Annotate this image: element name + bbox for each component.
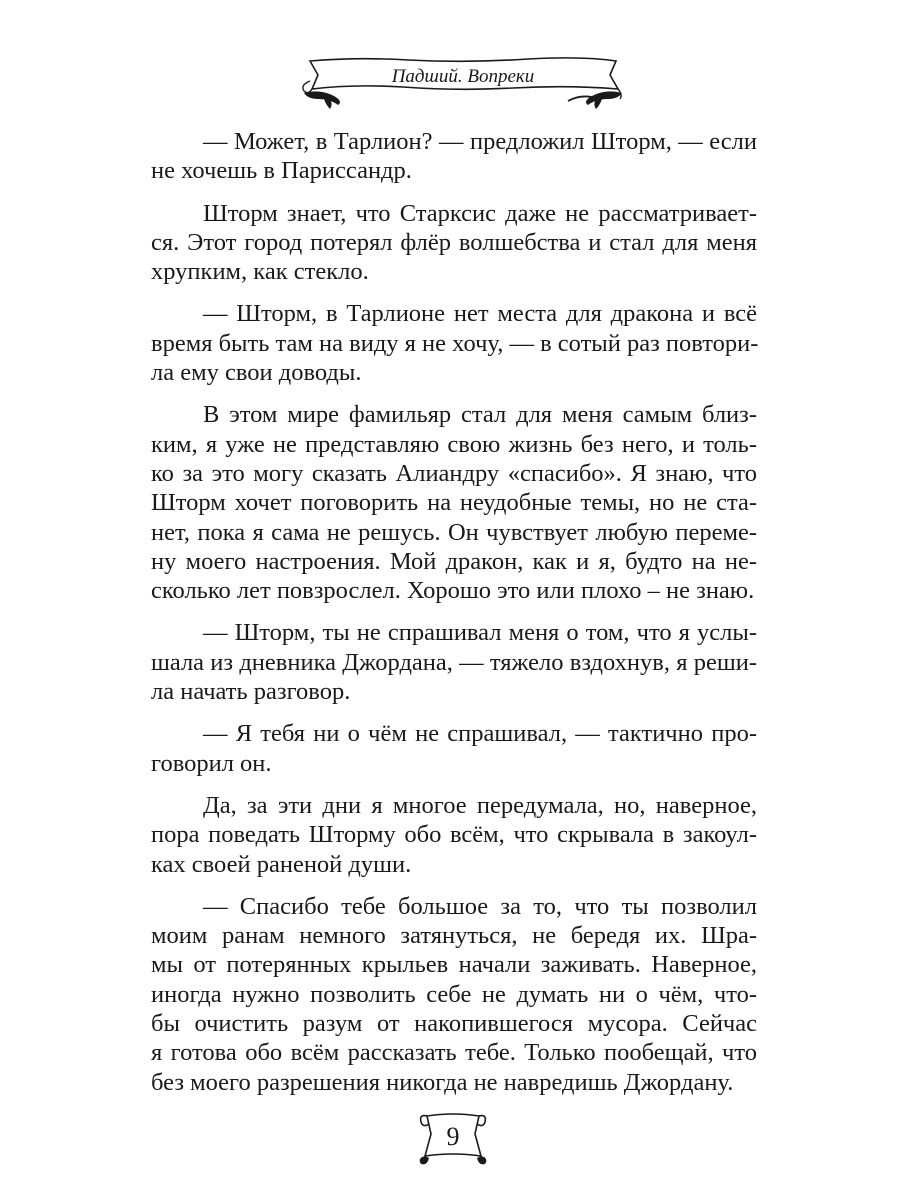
header-title: Падший. Вопреки: [391, 66, 535, 87]
text-line: говорил он.: [151, 749, 272, 777]
text-line: ла ему свои доводы.: [151, 359, 362, 387]
text-line: ну моего настроения. Мой дракон, как и я, будто на не-: [151, 547, 757, 575]
text-line: Шторм хочет поговорить на неудобные темы, но не ста-: [151, 489, 757, 517]
text-line: Да, за эти дни я многое передумала, но, наверное,: [203, 791, 757, 819]
paragraph: [151, 892, 757, 1097]
text-line: Шторм знает, что Старксис даже не рассматривает-: [203, 199, 757, 227]
paragraph: [151, 618, 757, 706]
text-line: я готова обо всём рассказать тебе. Только пообещай, что: [151, 1039, 757, 1067]
paragraph: [151, 791, 757, 879]
page-footer: [413, 1108, 493, 1168]
text-line: время быть там на виду я не хочу, — в сотый раз повтори-: [151, 329, 759, 357]
text-line: моим ранам немного затянуться, не бередя их. Шра-: [151, 922, 757, 950]
text-line: ся. Этот город потерял флёр волшебства и стал для меня: [151, 228, 757, 256]
text-line: без моего разрешения никогда не навредишь Джордану.: [151, 1068, 734, 1096]
page-body-text: [151, 127, 757, 1110]
paragraph: [151, 299, 757, 387]
text-line: хрупким, как стекло.: [151, 258, 369, 286]
running-header: [298, 55, 628, 115]
text-line: — Может, в Тарлион? — предложил Шторм, — если: [203, 128, 757, 155]
paragraph: [151, 400, 757, 605]
text-line: — Шторм, в Тарлионе нет места для дракона и всё: [203, 300, 757, 328]
text-line: — Спасибо тебе большое за то, что ты позволил: [203, 892, 757, 920]
paragraph: [151, 719, 757, 778]
text-line: иногда нужно позволить себе не думать ни о чём, что-: [151, 980, 757, 1008]
text-line: ко за это могу сказать Алиандру «спасибо». Я знаю, что: [151, 459, 757, 487]
text-line: — Я тебя ни о чём не спрашивал, — тактично про-: [203, 720, 757, 748]
text-line: ках своей раненой души.: [151, 850, 412, 878]
text-line: пора поведать Шторму обо всём, что скрывала в закоул-: [151, 821, 757, 849]
paragraph: [151, 199, 757, 287]
text-line: В этом мире фамильяр стал для меня самым близ-: [203, 401, 757, 429]
text-line: мы от потерянных крыльев начали заживать. Наверное,: [151, 951, 757, 979]
text-line: шала из дневника Джордана, — тяжело вздохнув, я реши-: [151, 648, 757, 676]
page-number: 9: [446, 1122, 460, 1151]
text-line: ким, я уже не представляю свою жизнь без него, и толь-: [151, 430, 757, 458]
text-line: нет, пока я сама не решусь. Он чувствует любую переме-: [151, 518, 757, 546]
paragraph: [151, 127, 757, 186]
text-line: бы очистить разум от накопившегося мусора. Сейчас: [151, 1010, 757, 1038]
text-line: ла начать разговор.: [151, 678, 351, 706]
text-line: — Шторм, ты не спрашивал меня о том, что я услы-: [203, 619, 757, 647]
text-line: сколько лет повзрослел. Хорошо это или плохо – не знаю.: [151, 577, 755, 605]
text-line: не хочешь в Париссандр.: [151, 157, 412, 185]
